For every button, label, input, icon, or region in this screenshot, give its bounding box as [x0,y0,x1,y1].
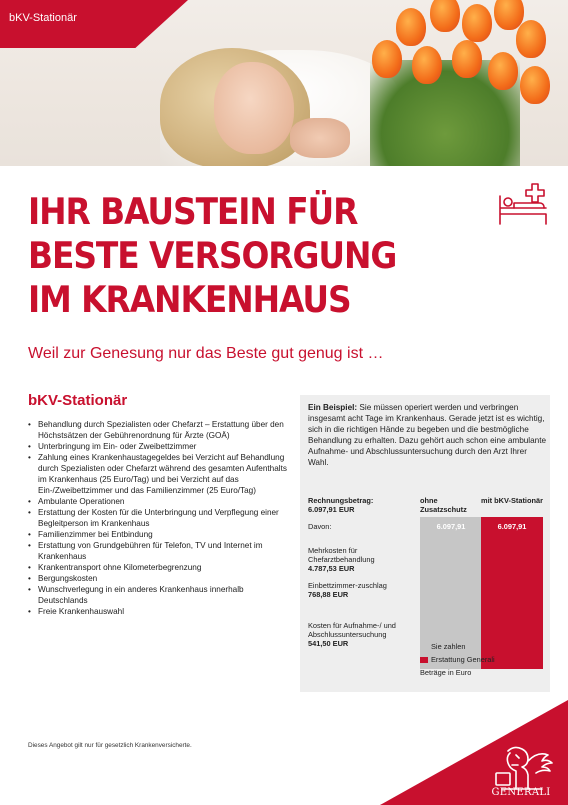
legend-grey: Sie zahlen [420,642,466,651]
woman-hand [290,118,350,158]
tulip [396,8,426,46]
tulip [452,40,482,78]
list-item: • Zahlung eines Krankenhaustagegeldes bei Verzicht auf Behandlung durch Spezialisten oder Chefarzt während des gesamten Aufenthalts im Krankenhaus (25 Euro/Tag) und bei Verzicht auf das Ein-/Zweibettzimmer und das Familienzimmer (25 Euro/Tag) [28,452,288,496]
tulip [412,46,442,84]
example-box [300,395,550,692]
tulip [372,40,402,78]
list-item: • Erstattung der Kosten für die Unterbringung und Verpflegung einer Begleitperson im Krankenhaus [28,507,288,529]
column-head-with: mit bKV-Stationär [481,496,544,505]
footnote: Dieses Angebot gilt nur für gesetzlich Krankenversicherte. [28,742,192,749]
tulip [488,52,518,90]
list-item: • Krankentransport ohne Kilometerbegrenzung [28,562,288,573]
list-item: • Wunschverlegung in ein anderes Krankenhaus innerhalb Deutschlands [28,584,288,606]
tulip [430,0,460,32]
woman-face [214,62,294,154]
example-label: Ein Beispiel: [308,403,358,412]
davon-label: Davon: [308,522,332,531]
cost-item: Einbettzimmer-zuschlag 768,88 EUR [308,581,387,599]
cost-item: Mehrkosten für Chefarztbehandlung 4.787,53 EUR [308,546,375,573]
example-text [308,402,548,468]
hero-photo [0,0,568,166]
list-item: • Ambulante Operationen [28,496,288,507]
invoice-label: Rechnungsbetrag: 6.097,91 EUR [308,496,374,514]
legend-swatch-red [420,657,428,663]
list-item: • Unterbringung im Ein- oder Zweibettzimmer [28,441,288,452]
headline-line: BESTE VERSORGUNG [28,234,397,277]
column-head-without: ohne Zusatzschutz [420,496,467,514]
bar-with-bkv [481,517,543,669]
legend-swatch-grey [420,644,428,650]
list-item: • Familienzimmer bei Entbindung [28,529,288,540]
hospital-bed-icon [496,180,550,228]
tulip [516,20,546,58]
list-item: • Behandlung durch Spezialisten oder Chefarzt – Erstattung über den Höchstsätzen der Gebührenordnung für Ärzte (GOÄ) [28,419,288,441]
unit-note: Beträge in Euro [420,668,472,677]
corner-label: bKV-Stationär [9,12,77,24]
tulip [520,66,550,104]
corner-tab [0,0,188,48]
logo-text: GENERALI [491,787,551,798]
headline-line: IHR BAUSTEIN FÜR [28,190,358,233]
cost-item: Kosten für Aufnahme-/ und Abschlussuntersuchung 541,50 EUR [308,621,396,648]
headline [28,190,415,322]
section-title: bKV-Stationär [28,392,128,409]
bar-value-label: 6.097,91 [497,522,527,531]
list-item: • Bergungskosten [28,573,288,584]
list-item: • Erstattung von Grundgebühren für Telefon, TV und Internet im Krankenhaus [28,540,288,562]
feature-list [28,419,288,617]
example-body: Sie müssen operiert werden und verbringen insgesamt acht Tage im Krankenhaus. Gerade jetzt ist es wichtig, sich in die richtigen Hände zu begeben und die bestmögliche Behandlung zu erhalten. Dazu gehört auch schon eine ambulante Aufnahme- und Abschlussuntersuchung durch den Arzt Ihrer Wahl. [308,403,547,467]
list-item: • Freie Krankenhauswahl [28,606,288,617]
bar-value-label: 6.097,91 [436,522,466,531]
subheadline: Weil zur Genesung nur das Beste gut genug ist … [28,345,384,362]
tulip [462,4,492,42]
headline-line: IM KRANKENHAUS [28,278,351,321]
legend-red: Erstattung Generali [420,655,495,664]
